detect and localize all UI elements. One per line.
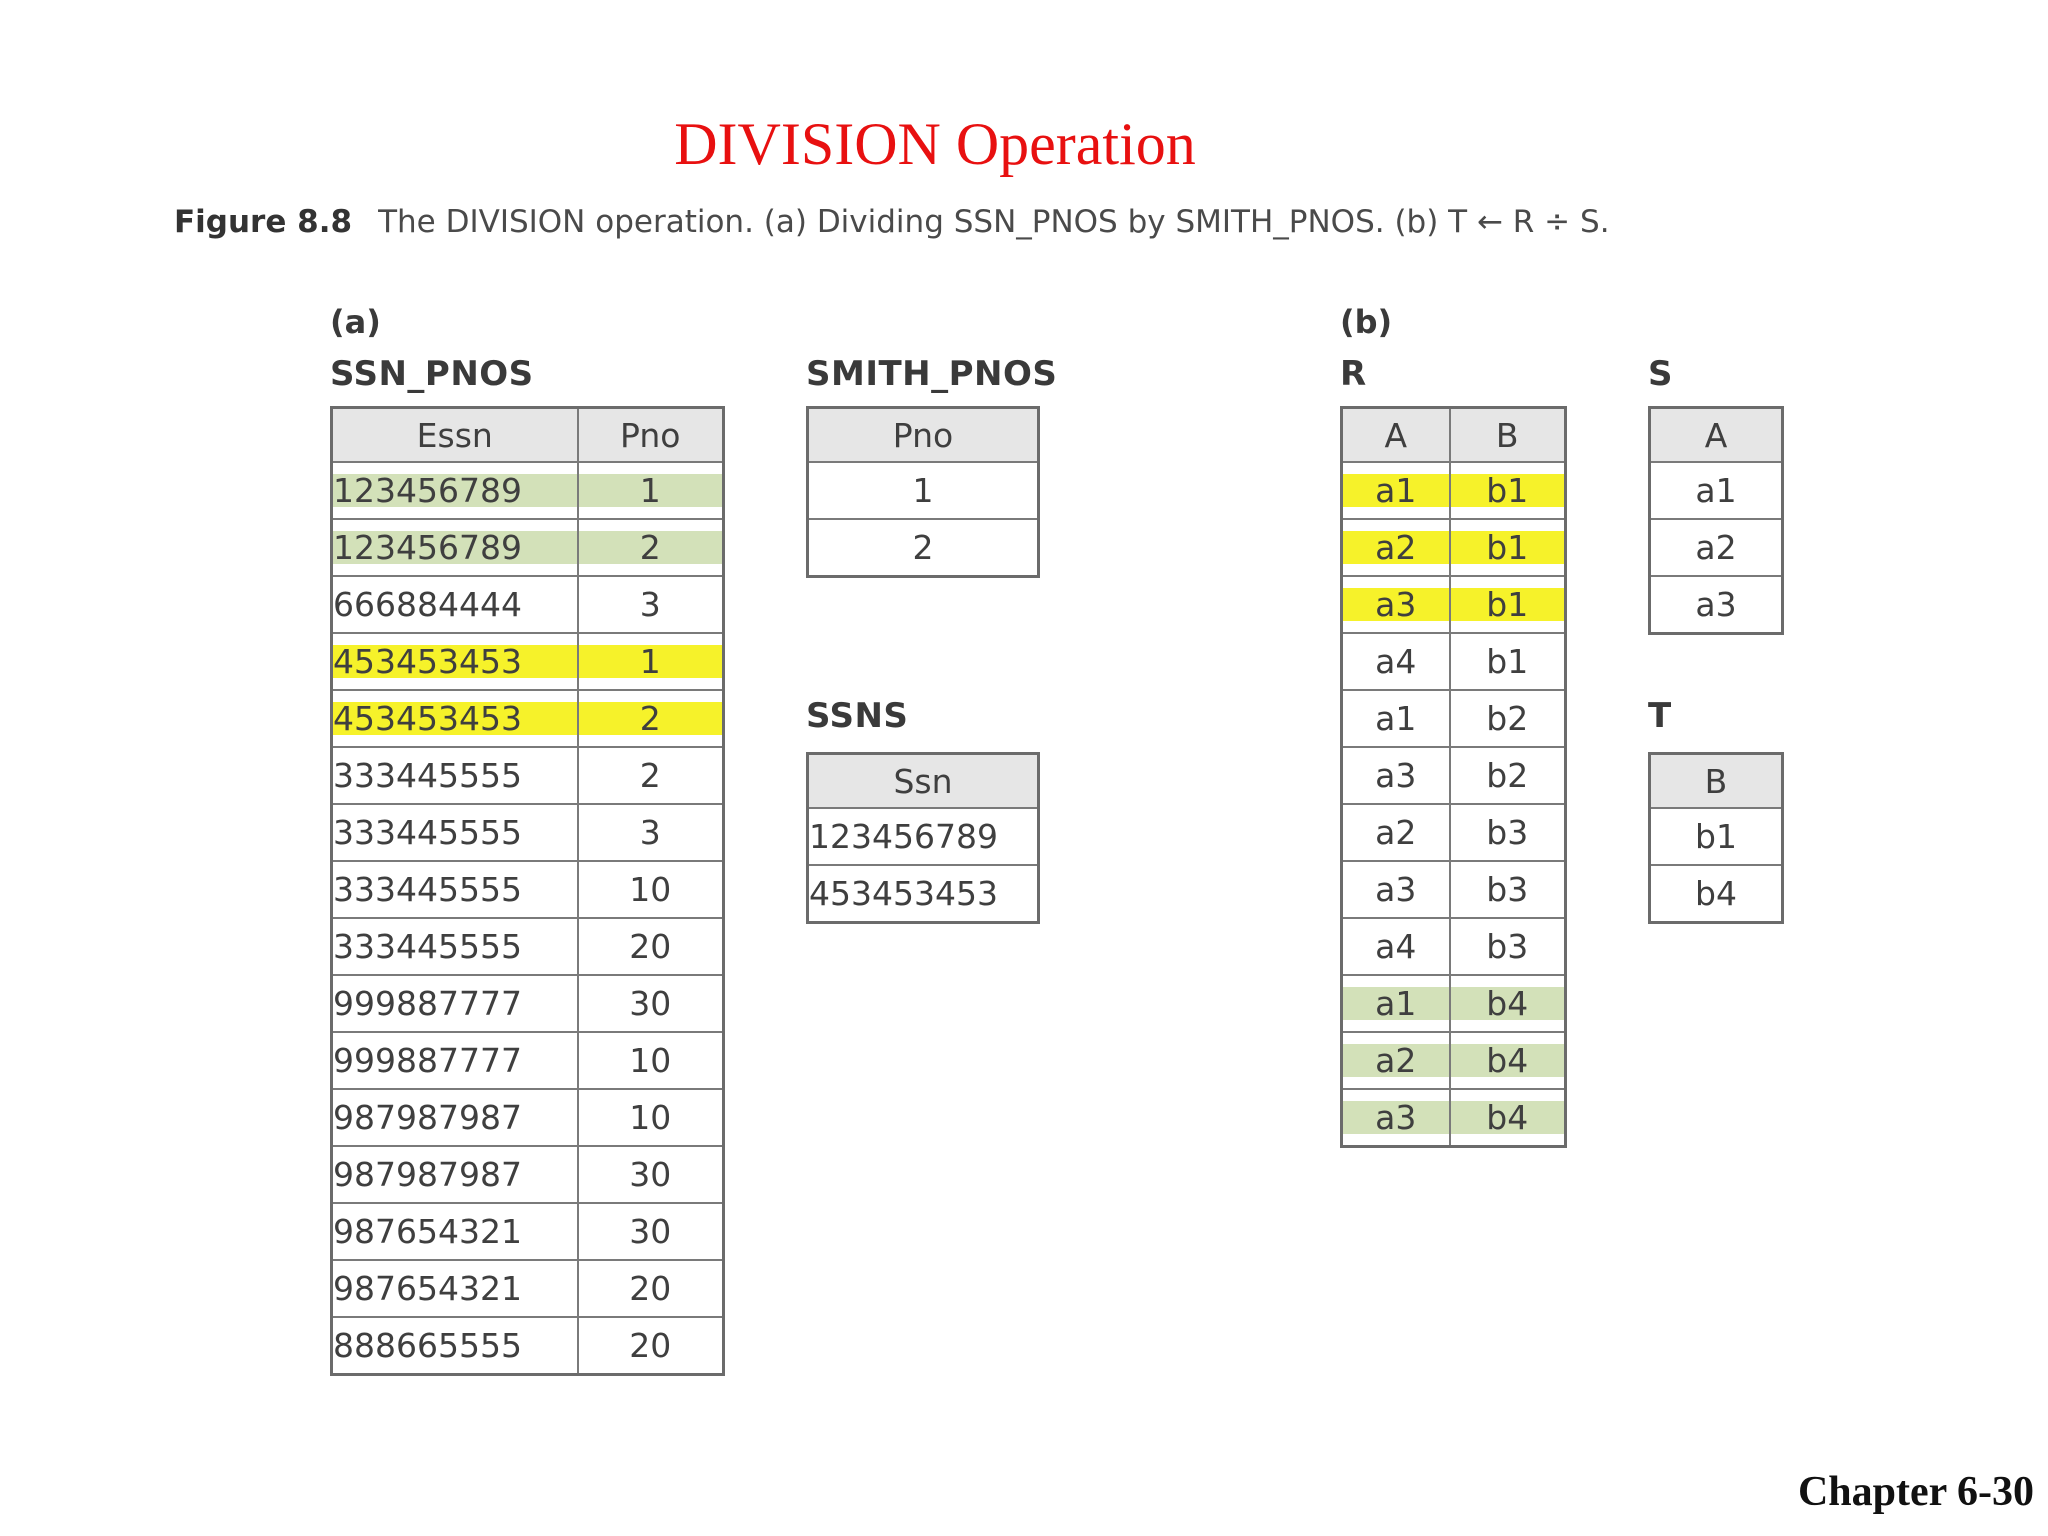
- table-row: [332, 918, 724, 975]
- table-row: [332, 747, 724, 804]
- part-a-label: (a): [330, 303, 381, 341]
- chapter-page-number: Chapter 6-30: [1797, 1469, 2034, 1515]
- pno-cell: 2: [578, 519, 724, 576]
- table-row: [1342, 576, 1566, 633]
- a-cell: a3: [1342, 861, 1450, 918]
- b-cell: b1: [1450, 462, 1566, 519]
- essn-cell: 123456789: [332, 462, 578, 519]
- a-cell: a2: [1342, 519, 1450, 576]
- table-row: [332, 1260, 724, 1317]
- pno-cell: 2: [578, 690, 724, 747]
- table-header-row: [808, 408, 1039, 463]
- pno-cell: 10: [578, 1089, 724, 1146]
- ssns-table: [806, 752, 1040, 924]
- b-cell: b4: [1450, 1089, 1566, 1147]
- table-row: [808, 808, 1039, 865]
- table-row: [1342, 1032, 1566, 1089]
- a-cell: a1: [1342, 690, 1450, 747]
- table-row: [332, 690, 724, 747]
- pno-cell: 10: [578, 1032, 724, 1089]
- b-cell: b4: [1450, 1032, 1566, 1089]
- table-row: [1342, 1089, 1566, 1147]
- table-row: [1650, 808, 1783, 865]
- b-cell: b3: [1450, 804, 1566, 861]
- ssn-cell: 123456789: [808, 808, 1039, 865]
- pno-cell: 20: [578, 1317, 724, 1375]
- table-row: [332, 576, 724, 633]
- b-cell: b2: [1450, 690, 1566, 747]
- table-row: [332, 633, 724, 690]
- ssns-title: SSNS: [806, 696, 909, 736]
- table-row: [332, 1032, 724, 1089]
- table-row: [332, 1317, 724, 1375]
- table-row: [1650, 865, 1783, 923]
- pno-cell: 3: [578, 576, 724, 633]
- column-header-pno: Pno: [808, 408, 1039, 463]
- column-header-essn: Essn: [332, 408, 578, 463]
- table-row: [1342, 462, 1566, 519]
- essn-cell: 987987987: [332, 1146, 578, 1203]
- ssn-pnos-table: [330, 406, 725, 1376]
- column-header-a: A: [1342, 408, 1450, 463]
- pno-cell: 20: [578, 918, 724, 975]
- table-row: [1342, 747, 1566, 804]
- a-cell: a3: [1342, 576, 1450, 633]
- r-title: R: [1340, 354, 1367, 394]
- table-row: [332, 1089, 724, 1146]
- table-row: [1650, 462, 1783, 519]
- essn-cell: 333445555: [332, 747, 578, 804]
- essn-cell: 888665555: [332, 1317, 578, 1375]
- b-cell: b2: [1450, 747, 1566, 804]
- t-title: T: [1648, 696, 1672, 736]
- table-row: [1342, 690, 1566, 747]
- pno-cell: 20: [578, 1260, 724, 1317]
- table-row: [1342, 861, 1566, 918]
- table-row: [808, 519, 1039, 577]
- column-header-pno: Pno: [578, 408, 724, 463]
- essn-cell: 333445555: [332, 861, 578, 918]
- table-row: [1342, 633, 1566, 690]
- table-row: [808, 462, 1039, 519]
- slide-title: DIVISION Operation: [674, 111, 1196, 177]
- table-row: [1342, 918, 1566, 975]
- a-cell: a3: [1342, 1089, 1450, 1147]
- figure-label: Figure 8.8: [174, 204, 353, 240]
- essn-cell: 987987987: [332, 1089, 578, 1146]
- pno-cell: 1: [578, 633, 724, 690]
- t-table: [1648, 752, 1784, 924]
- column-header-ssn: Ssn: [808, 754, 1039, 809]
- a-cell: a1: [1342, 975, 1450, 1032]
- b-cell: b1: [1450, 519, 1566, 576]
- a-cell: a2: [1342, 1032, 1450, 1089]
- table-row: [808, 865, 1039, 923]
- pno-cell: 30: [578, 1203, 724, 1260]
- b-cell: b1: [1450, 633, 1566, 690]
- table-row: [1650, 519, 1783, 576]
- table-header-row: [808, 754, 1039, 809]
- smith-pnos-table: [806, 406, 1040, 578]
- b-cell: b3: [1450, 861, 1566, 918]
- table-row: [332, 975, 724, 1032]
- ssn-cell: 453453453: [808, 865, 1039, 923]
- r-table: [1340, 406, 1567, 1148]
- table-header-row: [332, 408, 724, 463]
- essn-cell: 123456789: [332, 519, 578, 576]
- table-row: [1342, 975, 1566, 1032]
- table-row: [332, 519, 724, 576]
- table-row: [1650, 576, 1783, 634]
- essn-cell: 333445555: [332, 918, 578, 975]
- ssn-pnos-title: SSN_PNOS: [330, 354, 534, 394]
- column-header-a: A: [1650, 408, 1783, 463]
- a-cell: a4: [1342, 918, 1450, 975]
- b-cell: b3: [1450, 918, 1566, 975]
- pno-cell: 3: [578, 804, 724, 861]
- a-cell: a1: [1342, 462, 1450, 519]
- table-row: [332, 861, 724, 918]
- a-cell: a4: [1342, 633, 1450, 690]
- essn-cell: 453453453: [332, 690, 578, 747]
- b-cell: b1: [1450, 576, 1566, 633]
- a-cell: a3: [1650, 576, 1783, 634]
- pno-cell: 1: [808, 462, 1039, 519]
- table-header-row: [1650, 408, 1783, 463]
- smith-pnos-title: SMITH_PNOS: [806, 354, 1058, 394]
- table-row: [332, 804, 724, 861]
- pno-cell: 2: [808, 519, 1039, 577]
- essn-cell: 453453453: [332, 633, 578, 690]
- pno-cell: 2: [578, 747, 724, 804]
- table-row: [1342, 804, 1566, 861]
- s-title: S: [1648, 354, 1673, 394]
- table-row: [332, 462, 724, 519]
- column-header-b: B: [1650, 754, 1783, 809]
- a-cell: a2: [1342, 804, 1450, 861]
- b-cell: b1: [1650, 808, 1783, 865]
- table-row: [1342, 519, 1566, 576]
- essn-cell: 999887777: [332, 975, 578, 1032]
- essn-cell: 987654321: [332, 1260, 578, 1317]
- pno-cell: 1: [578, 462, 724, 519]
- essn-cell: 333445555: [332, 804, 578, 861]
- b-cell: b4: [1650, 865, 1783, 923]
- figure-caption-text: The DIVISION operation. (a) Dividing SSN_PNOS by SMITH_PNOS. (b) T ← R ÷ S.: [378, 204, 1610, 240]
- pno-cell: 10: [578, 861, 724, 918]
- table-row: [332, 1203, 724, 1260]
- table-row: [332, 1146, 724, 1203]
- column-header-b: B: [1450, 408, 1566, 463]
- a-cell: a3: [1342, 747, 1450, 804]
- essn-cell: 999887777: [332, 1032, 578, 1089]
- a-cell: a2: [1650, 519, 1783, 576]
- part-b-label: (b): [1340, 303, 1393, 341]
- a-cell: a1: [1650, 462, 1783, 519]
- b-cell: b4: [1450, 975, 1566, 1032]
- table-header-row: [1650, 754, 1783, 809]
- table-header-row: [1342, 408, 1566, 463]
- pno-cell: 30: [578, 1146, 724, 1203]
- pno-cell: 30: [578, 975, 724, 1032]
- figure-caption: [174, 200, 1610, 244]
- essn-cell: 666884444: [332, 576, 578, 633]
- s-table: [1648, 406, 1784, 635]
- essn-cell: 987654321: [332, 1203, 578, 1260]
